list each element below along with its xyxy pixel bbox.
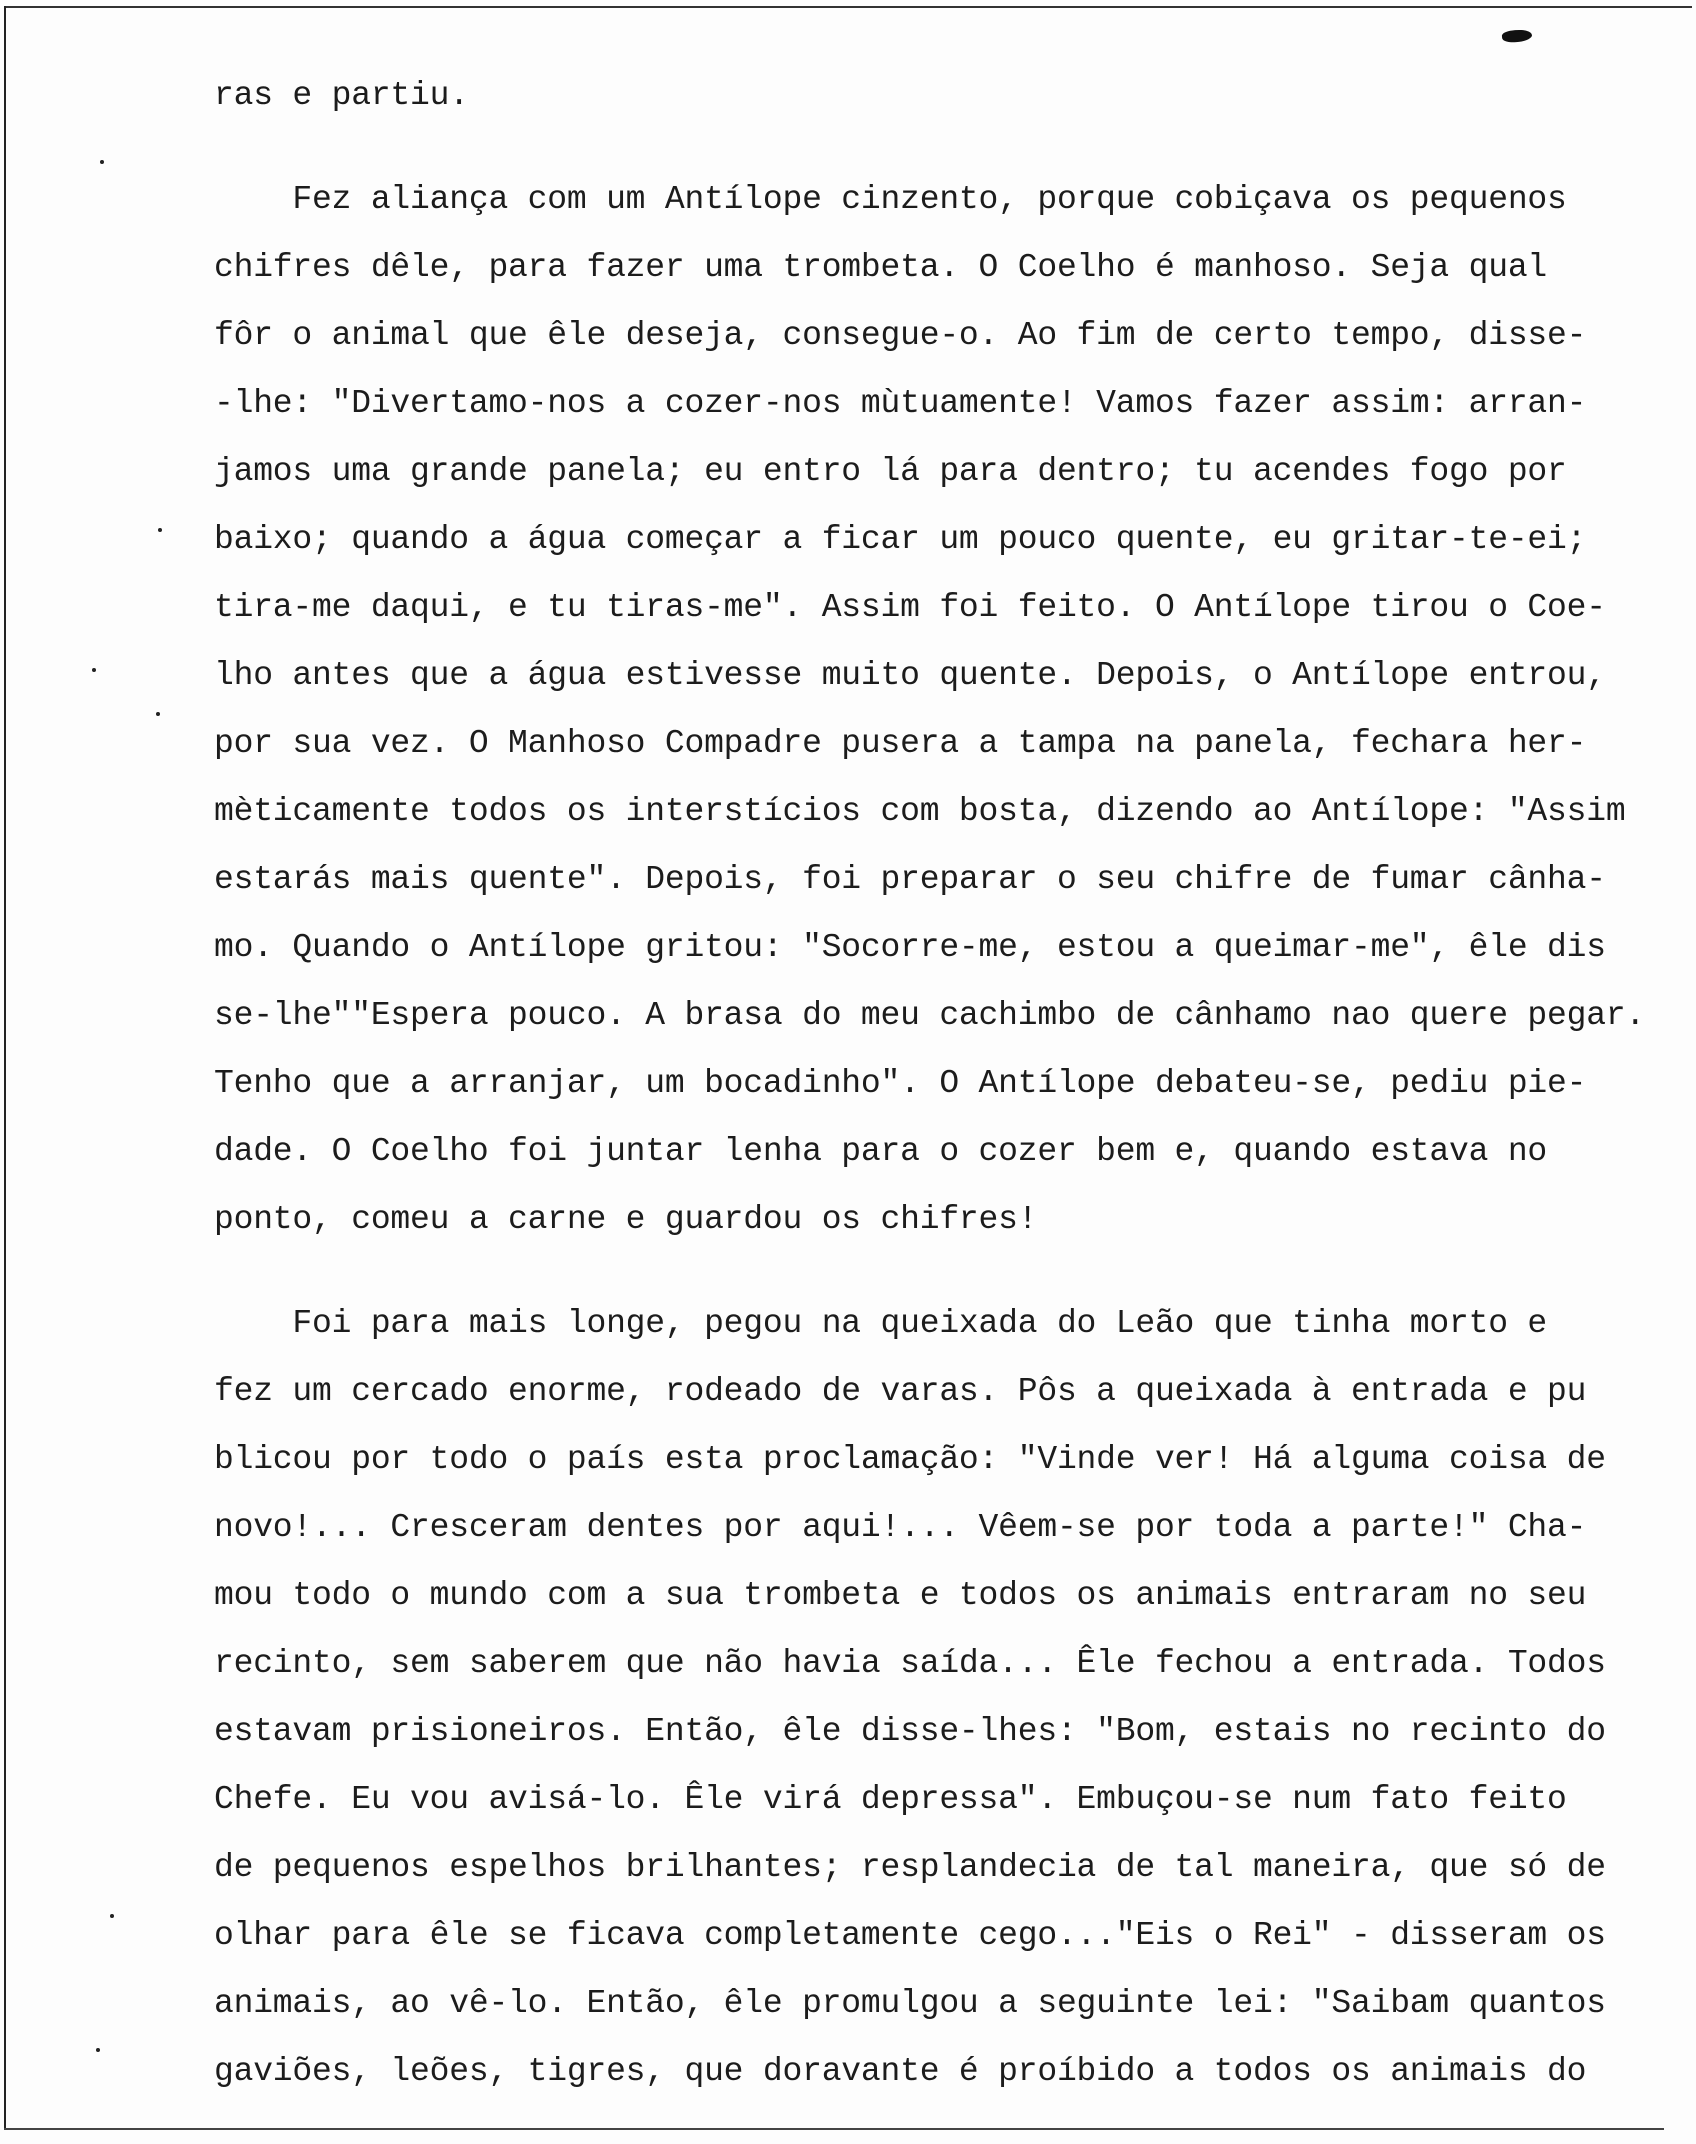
text-line: tira-me daqui, e tu tiras-me". Assim foi feito. O Antílope tirou o Coe- (214, 589, 1606, 626)
text-line: estavam prisioneiros. Então, êle disse-lhes: "Bom, estais no recinto do (214, 1713, 1606, 1750)
text-line: dade. O Coelho foi juntar lenha para o cozer bem e, quando estava no (214, 1133, 1548, 1170)
text-line: de pequenos espelhos brilhantes; resplandecia de tal maneira, que só de (214, 1849, 1606, 1886)
text-line: Chefe. Eu vou avisá-lo. Êle virá depressa". Embuçou-se num fato feito (214, 1781, 1567, 1818)
text-line: novo!... Cresceram dentes por aqui!... Vêem-se por toda a parte!" Cha- (214, 1509, 1587, 1546)
paragraph (214, 1290, 1674, 2106)
paragraph (214, 166, 1674, 1254)
ink-speck (92, 668, 96, 672)
ink-speck (110, 1914, 114, 1918)
page-left-border (4, 6, 6, 2130)
text-line: -lhe: "Divertamo-nos a cozer-nos mùtuamente! Vamos fazer assim: arran- (214, 385, 1587, 422)
text-line: mo. Quando o Antílope gritou: "Socorre-me, estou a queimar-me", êle dis (214, 929, 1606, 966)
text-line: mou todo o mundo com a sua trombeta e todos os animais entraram no seu (214, 1577, 1587, 1614)
text-line: fez um cercado enorme, rodeado de varas. Pôs a queixada à entrada e pu (214, 1373, 1587, 1410)
text-line: por sua vez. O Manhoso Compadre pusera a tampa na panela, fechara her- (214, 725, 1587, 762)
text-line: ras e partiu. (214, 77, 469, 114)
text-line: baixo; quando a água começar a ficar um pouco quente, eu gritar-te-ei; (214, 521, 1587, 558)
text-line: Fez aliança com um Antílope cinzento, porque cobiçava os pequenos (214, 181, 1567, 218)
text-line: olhar para êle se ficava completamente cego..."Eis o Rei" - disseram os (214, 1917, 1606, 1954)
text-line: recinto, sem saberem que não havia saída... Êle fechou a entrada. Todos (214, 1645, 1606, 1682)
ink-blot-mark (1501, 28, 1532, 43)
text-line: ponto, comeu a carne e guardou os chifres! (214, 1201, 1038, 1238)
text-line: animais, ao vê-lo. Então, êle promulgou a seguinte lei: "Saibam quantos (214, 1985, 1606, 2022)
text-line: mèticamente todos os interstícios com bosta, dizendo ao Antílope: "Assim (214, 793, 1626, 830)
ink-speck (158, 528, 162, 532)
text-line: Tenho que a arranjar, um bocadinho". O Antílope debateu-se, pediu pie- (214, 1065, 1587, 1102)
ink-speck (100, 160, 104, 164)
text-line: lho antes que a água estivesse muito quente. Depois, o Antílope entrou, (214, 657, 1606, 694)
text-line: fôr o animal que êle deseja, consegue-o. Ao fim de certo tempo, disse- (214, 317, 1587, 354)
text-line: blicou por todo o país esta proclamação: "Vinde ver! Há alguma coisa de (214, 1441, 1606, 1478)
page-top-border (4, 6, 1692, 8)
text-line: estarás mais quente". Depois, foi preparar o seu chifre de fumar cânha- (214, 861, 1606, 898)
text-line: Foi para mais longe, pegou na queixada do Leão que tinha morto e (214, 1305, 1548, 1342)
document-body (214, 62, 1674, 2106)
text-line: jamos uma grande panela; eu entro lá para dentro; tu acendes fogo por (214, 453, 1567, 490)
page-bottom-border (4, 2128, 1664, 2130)
ink-speck (96, 2048, 100, 2052)
paragraph (214, 62, 1674, 130)
text-line: se-lhe""Espera pouco. A brasa do meu cachimbo de cânhamo nao quere pegar. (214, 997, 1646, 1034)
ink-speck (156, 712, 160, 716)
text-line: gaviões, leões, tigres, que doravante é proíbido a todos os animais do (214, 2053, 1587, 2090)
text-line: chifres dêle, para fazer uma trombeta. O Coelho é manhoso. Seja qual (214, 249, 1548, 286)
